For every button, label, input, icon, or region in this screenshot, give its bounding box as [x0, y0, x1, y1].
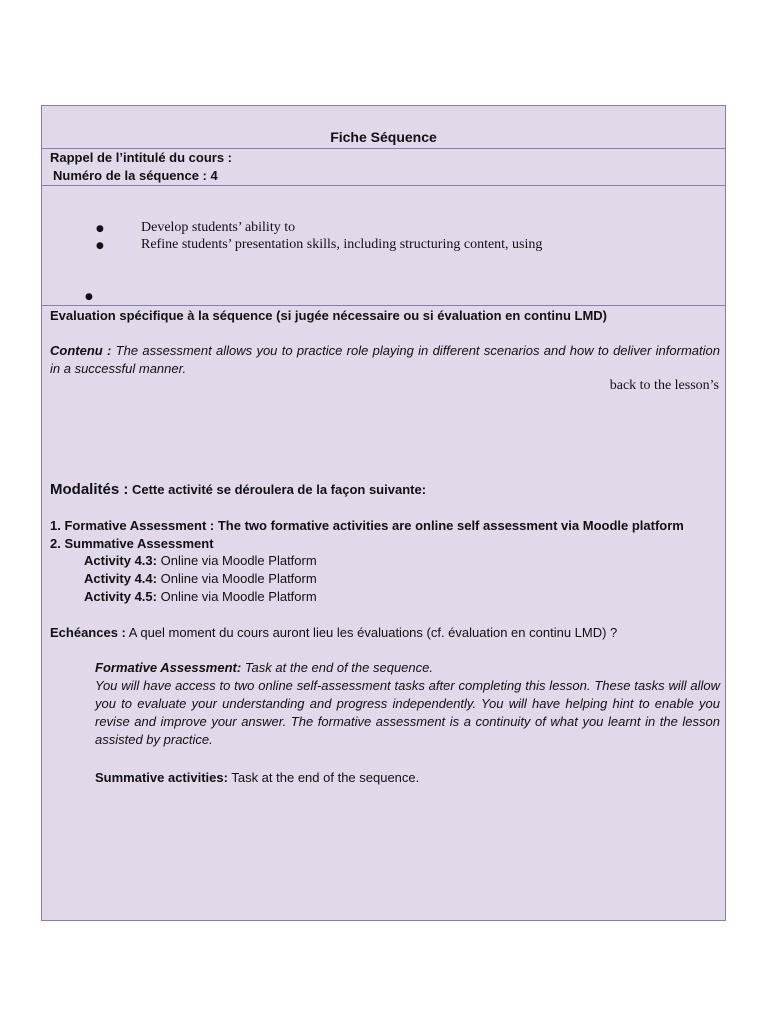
contenu-paragraph [50, 342, 720, 378]
echeances-text: A quel moment du cours auront lieu les évaluations (cf. évaluation en continu LMD) ? [128, 625, 618, 640]
activity-text: Online via Moodle Platform [160, 553, 317, 568]
echeances-line [50, 624, 617, 642]
formative-deadline-text: Task at the end of the sequence. [244, 660, 433, 675]
contenu-text: The assessment allows you to practice role playing in different scenarios and how to deliver information in a successful manner. [50, 343, 720, 376]
page-title: Fiche Séquence [330, 129, 437, 145]
evaluation-heading: Evaluation spécifique à la séquence (si jugée nécessaire ou si évaluation en continu LMD) [50, 308, 607, 323]
summative-deadline-label: Summative activities: [95, 770, 228, 785]
activity-label: Activity 4.4: [84, 571, 157, 586]
activity-item [84, 570, 317, 588]
summative-assessment-line: 2. Summative Assessment [50, 536, 214, 551]
divider [42, 185, 725, 186]
summative-deadline-line [95, 769, 419, 787]
bullet-icon: ● [96, 224, 104, 234]
fiche-sequence-card [41, 105, 726, 921]
contenu-label: Contenu : [50, 343, 112, 358]
sequence-number-label: Numéro de la séquence : 4 [53, 168, 218, 183]
modalites-line [50, 479, 426, 501]
activity-text: Online via Moodle Platform [160, 571, 317, 586]
summative-deadline-text: Task at the end of the sequence. [231, 770, 420, 785]
echeances-label: Echéances : [50, 625, 126, 640]
objective-item: Refine students’ presentation skills, including structuring content, using [141, 237, 543, 252]
formative-deadline-line [95, 659, 433, 677]
activity-item [84, 552, 317, 570]
modalites-text: Cette activité se déroulera de la façon suivante: [131, 482, 427, 497]
activity-label: Activity 4.3: [84, 553, 157, 568]
modalites-label: Modalités : [50, 481, 129, 498]
formative-description: You will have access to two online self-assessment tasks after completing this lesson. These tasks will allow you to evaluate your understanding and progress independently. You will have helping hint to enable you revise and improve your answer. The formative assessment is a continuity of what you learnt in the lesson assisted by practice. [95, 678, 720, 747]
divider [42, 305, 725, 306]
activity-text: Online via Moodle Platform [160, 589, 317, 604]
objective-item: Develop students’ ability to [141, 220, 296, 235]
course-title-label: Rappel de l’intitulé du cours : [50, 150, 233, 165]
back-to-lesson-text: back to the lesson’s [609, 378, 719, 393]
bullet-icon: ● [85, 292, 93, 302]
activity-label: Activity 4.5: [84, 589, 157, 604]
formative-deadline-label: Formative Assessment: [95, 660, 242, 675]
formative-assessment-line: 1. Formative Assessment : The two formative activities are online self assessment via Moodle platform [50, 518, 684, 533]
bullet-icon: ● [96, 241, 104, 251]
activity-item [84, 588, 317, 606]
